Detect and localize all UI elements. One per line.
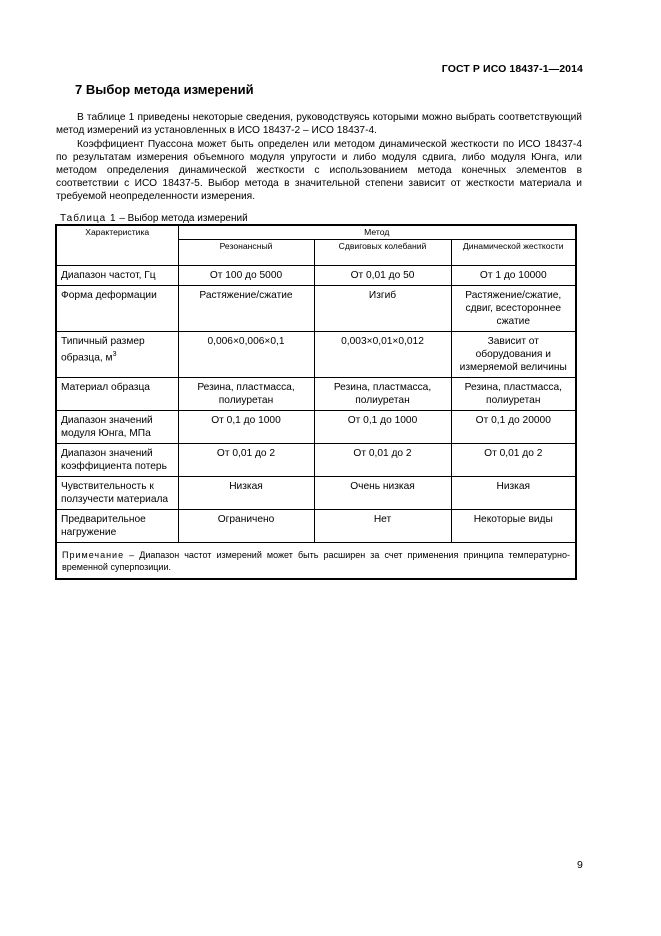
table-row	[56, 286, 576, 332]
cell-dynamic: Растяжение/сжатие, сдвиг, всестороннее сжатие	[451, 286, 576, 332]
cell-resonant: От 0,01 до 2	[178, 444, 314, 477]
table-caption	[60, 213, 248, 224]
table-note-row	[56, 543, 576, 580]
row-characteristic	[56, 332, 178, 378]
cell-resonant: Ограничено	[178, 510, 314, 543]
paragraph-2-text: Коэффициент Пуассона может быть определен или методом динамической жесткости по ИСО 18437-4 по результатам измерения объемного модуля упругости и либо модуля сдвига, либо модуля Юнга, или методом определения динамической жесткости с использованием метода конечных элементов в соответствии с ИСО 18437-5. Выбор метода в значительной степени зависит от жесткости материала и требуемой неопределенности измерения.	[56, 139, 582, 202]
cell-shear: Очень низкая	[314, 477, 451, 510]
row-characteristic: Предварительное нагружение	[56, 510, 178, 543]
table-caption-text: – Выбор метода измерений	[116, 213, 248, 224]
cell-shear: От 0,1 до 1000	[314, 411, 451, 444]
cell-dynamic: Некоторые виды	[451, 510, 576, 543]
table-note	[56, 543, 576, 580]
cell-resonant: 0,006×0,006×0,1	[178, 332, 314, 378]
table-row	[56, 444, 576, 477]
page-number: 9	[577, 859, 583, 871]
cell-dynamic: От 1 до 10000	[451, 266, 576, 286]
header-resonant: Резонансный	[178, 240, 314, 266]
cell-shear: Резина, пластмасса, полиуретан	[314, 378, 451, 411]
paragraph-1	[56, 111, 582, 137]
table-caption-label: Таблица 1	[60, 213, 117, 224]
cell-dynamic: Низкая	[451, 477, 576, 510]
cell-shear: От 0,01 до 2	[314, 444, 451, 477]
cell-dynamic: От 0,1 до 20000	[451, 411, 576, 444]
cell-shear: Нет	[314, 510, 451, 543]
cell-resonant: Низкая	[178, 477, 314, 510]
method-table	[55, 224, 577, 580]
row-characteristic-text: Типичный размер образца, м	[61, 336, 145, 364]
cell-dynamic: Зависит от оборудования и измеряемой величины	[451, 332, 576, 378]
cell-shear: Изгиб	[314, 286, 451, 332]
header-method: Метод	[178, 225, 576, 240]
cell-resonant: Растяжение/сжатие	[178, 286, 314, 332]
cell-dynamic: От 0,01 до 2	[451, 444, 576, 477]
note-text: – Диапазон частот измерений может быть расширен за счет применения принципа температурно-временной суперпозиции.	[62, 550, 571, 572]
row-characteristic: Материал образца	[56, 378, 178, 411]
cell-shear: 0,003×0,01×0,012	[314, 332, 451, 378]
paragraph-2	[56, 138, 582, 203]
header-characteristic: Характеристика	[56, 225, 178, 266]
cell-dynamic: Резина, пластмасса, полиуретан	[451, 378, 576, 411]
table-row	[56, 510, 576, 543]
table-row	[56, 477, 576, 510]
table-row	[56, 332, 576, 378]
note-label: Примечание	[62, 550, 125, 560]
cell-resonant: От 100 до 5000	[178, 266, 314, 286]
row-characteristic: Диапазон значений модуля Юнга, МПа	[56, 411, 178, 444]
cell-resonant: От 0,1 до 1000	[178, 411, 314, 444]
cell-resonant: Резина, пластмасса, полиуретан	[178, 378, 314, 411]
cell-shear: От 0,01 до 50	[314, 266, 451, 286]
header-shear: Сдвиговых колебаний	[314, 240, 451, 266]
table-row	[56, 378, 576, 411]
row-characteristic: Диапазон значений коэффициента потерь	[56, 444, 178, 477]
row-characteristic: Чувствительность к ползучести материала	[56, 477, 178, 510]
paragraph-1-text: В таблице 1 приведены некоторые сведения, руководствуясь которыми можно выбрать соответствующий метод измерений из установленных в ИСО 18437-2 – ИСО 18437-4.	[56, 112, 582, 136]
superscript: 3	[112, 351, 117, 358]
row-characteristic: Диапазон частот, Гц	[56, 266, 178, 286]
document-id: ГОСТ Р ИСО 18437-1—2014	[441, 63, 583, 75]
table-row	[56, 266, 576, 286]
header-dynamic: Динамической жесткости	[451, 240, 576, 266]
table-row	[56, 411, 576, 444]
section-title: 7 Выбор метода измерений	[75, 82, 254, 97]
row-characteristic: Форма деформации	[56, 286, 178, 332]
